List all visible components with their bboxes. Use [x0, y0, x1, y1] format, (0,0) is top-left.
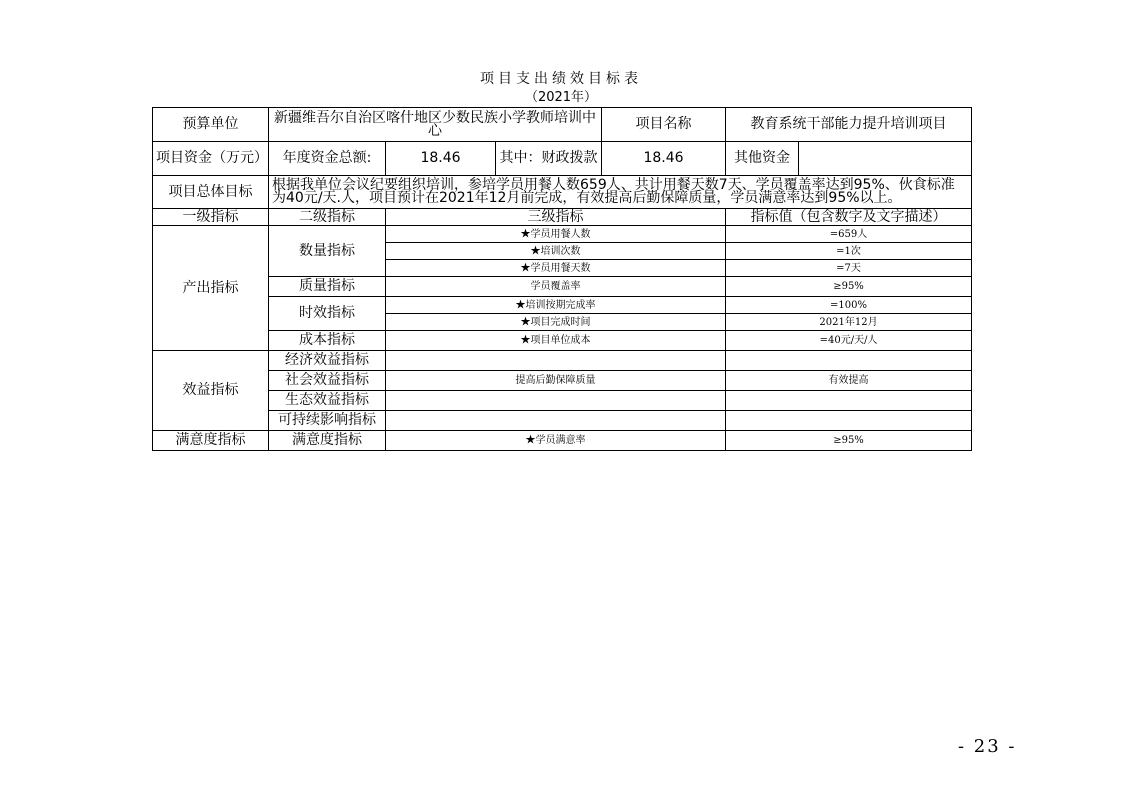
budget-unit-row — [153, 108, 972, 142]
indicator-value: =659人 — [726, 226, 972, 243]
indicator-value: =1次 — [726, 243, 972, 260]
output-level1: 产出指标 — [153, 226, 269, 351]
table-row — [153, 431, 972, 451]
indicator-name: 提高后勤保障质量 — [386, 371, 726, 391]
indicator-value — [726, 351, 972, 371]
project-name-label: 项目名称 — [602, 108, 726, 142]
indicator-name — [386, 411, 726, 431]
table-row — [153, 391, 972, 411]
annual-total-label: 年度资金总额: — [269, 142, 386, 176]
overall-goal-text: 根据我单位会议纪要组织培训，参培学员用餐人数659人、共计用餐天数7天、学员覆盖率达到95%、伙食标准为40元/天.人，项目预计在2021年12月前完成，有效提高后勤保障质量，学员满意率达到95%以上。 — [269, 176, 972, 209]
indicator-value: =40元/天/人 — [726, 331, 972, 351]
fiscal-funds-value: 18.46 — [602, 142, 726, 176]
table-row — [153, 331, 972, 351]
indicator-name: ★培训按期完成率 — [386, 297, 726, 314]
quantity-level2: 数量指标 — [269, 226, 386, 277]
indicator-name: ★学员用餐天数 — [386, 260, 726, 277]
other-funds-label: 其他资金 — [726, 142, 799, 176]
benefit-level1: 效益指标 — [153, 351, 269, 431]
indicator-value: 有效提高 — [726, 371, 972, 391]
col-level3-header: 三级指标 — [386, 209, 726, 226]
indicator-value: =7天 — [726, 260, 972, 277]
quality-level2: 质量指标 — [269, 277, 386, 297]
indicator-name — [386, 391, 726, 411]
indicator-value — [726, 411, 972, 431]
table-row — [153, 277, 972, 297]
funds-label: 项目资金（万元） — [153, 142, 269, 176]
economic-level2: 经济效益指标 — [269, 351, 386, 371]
project-name-value: 教育系统干部能力提升培训项目 — [726, 108, 972, 142]
overall-goal-label: 项目总体目标 — [153, 176, 269, 209]
indicator-value: =100% — [726, 297, 972, 314]
indicator-value: ≥95% — [726, 431, 972, 451]
indicator-name: 学员覆盖率 — [386, 277, 726, 297]
indicator-name — [386, 351, 726, 371]
annual-total-value: 18.46 — [386, 142, 496, 176]
sustainable-level2: 可持续影响指标 — [269, 411, 386, 431]
social-level2: 社会效益指标 — [269, 371, 386, 391]
satisfaction-level1: 满意度指标 — [153, 431, 269, 451]
timeliness-level2: 时效指标 — [269, 297, 386, 331]
table-row — [153, 411, 972, 431]
budget-unit-label: 预算单位 — [153, 108, 269, 142]
indicator-value: ≥95% — [726, 277, 972, 297]
ecological-level2: 生态效益指标 — [269, 391, 386, 411]
table-title: 项目支出绩效目标表 — [480, 71, 642, 87]
indicator-name: ★学员用餐人数 — [386, 226, 726, 243]
other-funds-value — [799, 142, 972, 176]
performance-table — [152, 107, 972, 451]
indicator-name: ★项目单位成本 — [386, 331, 726, 351]
col-level2-header: 二级指标 — [269, 209, 386, 226]
table-year: （2021年） — [524, 90, 598, 105]
cost-level2: 成本指标 — [269, 331, 386, 351]
satisfaction-level2: 满意度指标 — [269, 431, 386, 451]
table-row — [153, 351, 972, 371]
column-header-row — [153, 209, 972, 226]
indicator-name: ★项目完成时间 — [386, 314, 726, 331]
table-row — [153, 226, 972, 243]
table-row — [153, 297, 972, 314]
indicator-value: 2021年12月 — [726, 314, 972, 331]
col-level1-header: 一级指标 — [153, 209, 269, 226]
col-value-header: 指标值（包含数字及文字描述） — [726, 209, 972, 226]
indicator-value — [726, 391, 972, 411]
budget-unit-value: 新疆维吾尔自治区喀什地区少数民族小学教师培训中心 — [269, 108, 602, 142]
indicator-name: ★学员满意率 — [386, 431, 726, 451]
overall-goal-row — [153, 176, 972, 209]
page-number: - 23 - — [958, 736, 1017, 757]
table-row — [153, 371, 972, 391]
fiscal-funds-label: 其中：财政拨款 — [496, 142, 602, 176]
indicator-name: ★培训次数 — [386, 243, 726, 260]
funds-row — [153, 142, 972, 176]
